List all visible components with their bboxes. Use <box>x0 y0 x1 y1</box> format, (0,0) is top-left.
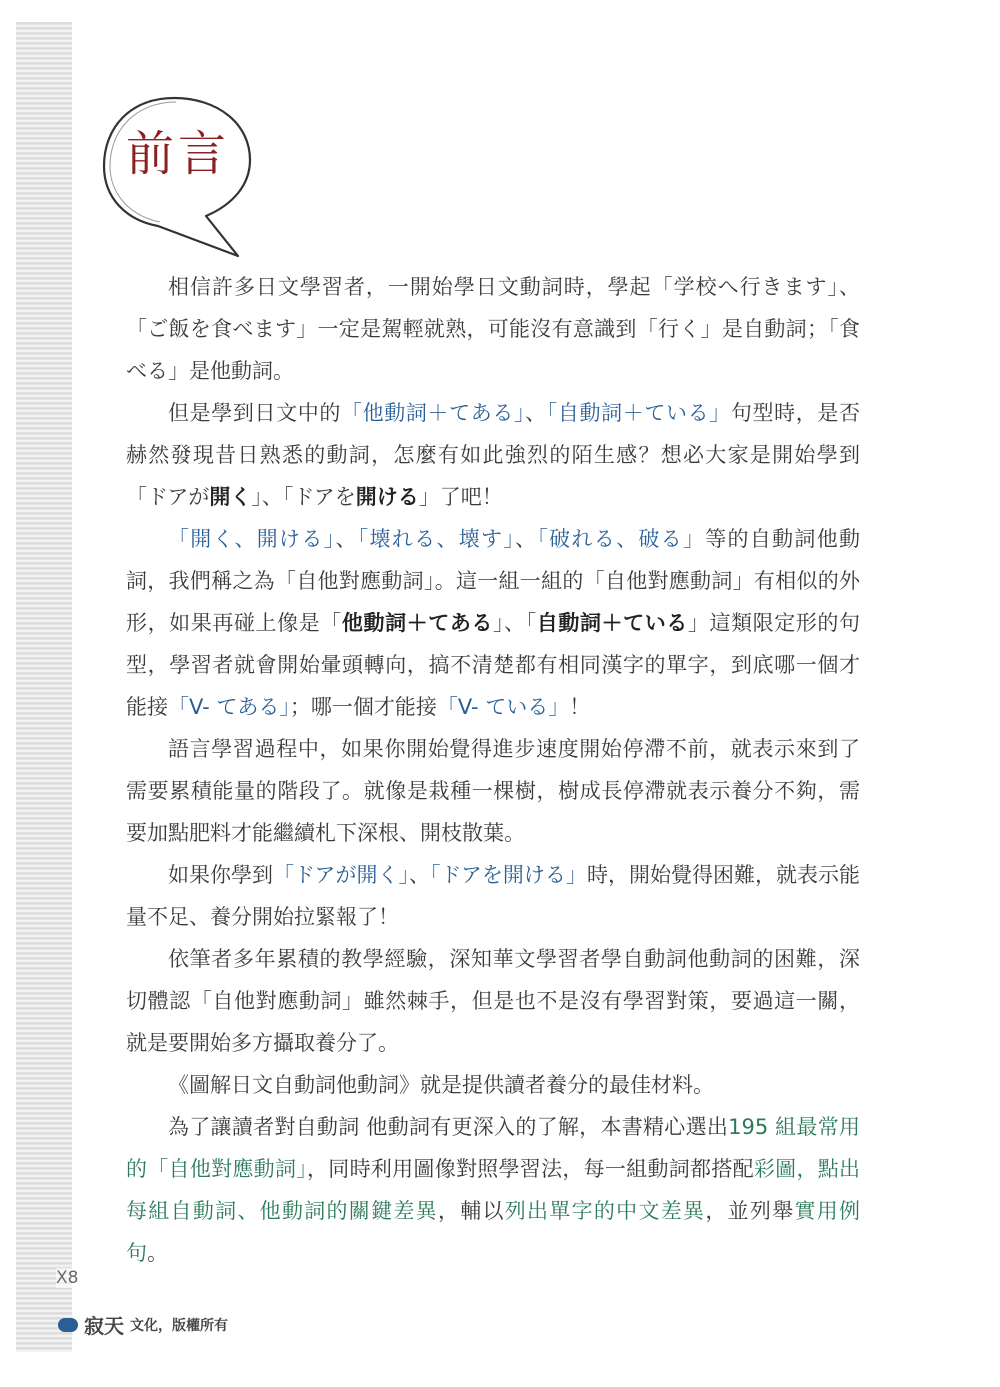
text-segment: ，同時利用圖像對照學習法，每一組動詞都搭配 <box>307 1157 754 1181</box>
paragraph <box>126 392 860 518</box>
text-segment: 、 <box>335 527 358 551</box>
highlighted-term: 實用例句 <box>126 1199 860 1265</box>
text-segment: 、 <box>408 863 430 887</box>
highlighted-term: 彩圖，點出每組自動詞、他動詞的關鍵差異 <box>126 1157 861 1223</box>
text-segment: 、 <box>515 527 538 551</box>
text-segment: 如果你學到 <box>168 863 274 887</box>
publisher-logo <box>58 1310 228 1339</box>
text-segment: 時，開始覺得困難，就表示能量不足、養分開始拉緊報了！ <box>126 863 861 929</box>
publisher-name: 寂天 <box>84 1314 124 1338</box>
text-segment: ；哪一個才能接 <box>289 695 437 719</box>
text-segment: 、 <box>525 401 547 425</box>
highlighted-term: 「自動詞＋ている」 <box>546 401 731 425</box>
paragraph <box>126 1064 860 1106</box>
highlighted-term: 「ドアを開ける」 <box>430 863 587 887</box>
text-segment: 。 <box>147 1241 168 1265</box>
text-segment: 語言學習過程中，如果你開始覺得進步速度開始停滯不前，就表示來到了需要累積能量的階段了。就像是栽種一棵樹，樹成長停滯就表示養分不夠，需要加點肥料才能繼續札下深根、開枝散葉。 <box>126 737 860 845</box>
bold-term: 開ける <box>355 485 419 509</box>
copyright-notice: 文化，版權所有 <box>130 1317 228 1334</box>
text-segment: 《圖解日文自動詞他動詞》就是提供讀者養分的最佳材料。 <box>168 1073 714 1097</box>
highlighted-term: 195 組最常用的「自他對應動詞」 <box>126 1115 860 1181</box>
paragraph <box>126 938 860 1064</box>
text-segment: 依筆者多年累積的教學經驗，深知華文學習者學自動詞他動詞的困難，深切體認「自他對應動詞」雖然棘手，但是也不是沒有學習對策，要過這一關，就是要開始多方攝取養分了。 <box>126 947 860 1055</box>
highlighted-term: 列出單字的中文差異 <box>504 1199 706 1223</box>
text-segment: ！ <box>569 695 591 719</box>
highlighted-term: 「開く、開ける」 <box>168 527 336 551</box>
text-segment: ，輔以 <box>437 1199 505 1223</box>
text-segment: 相信許多日文學習者，一開始學日文動詞時，學起「学校へ行きます」、「ご飯を食べます」一定是駕輕就熟，可能沒有意識到「行く」是自動詞；「食べる」是他動詞。 <box>126 275 860 383</box>
preface-body <box>126 266 860 1274</box>
text-segment: 」、「 <box>493 611 537 635</box>
highlighted-term: 「V- ている」 <box>436 695 570 719</box>
paragraph <box>126 1106 860 1274</box>
text-segment: 」了吧！ <box>418 485 503 509</box>
text-segment: 」、「ドアを <box>251 485 356 509</box>
paragraph <box>126 518 860 728</box>
bold-term: 他動詞＋てある <box>341 611 494 635</box>
bold-term: 自動詞＋ている <box>536 611 688 635</box>
highlighted-term: 「破れる、破る」 <box>537 527 706 551</box>
paragraph <box>126 728 860 854</box>
highlighted-term: 「壊れる、壊す」 <box>357 527 516 551</box>
text-segment: 等的自動詞他動詞，我們稱之為「自他對應動詞」。這一組一組的「自他對應動詞」有相似的外形，如果再碰上像是「 <box>126 527 861 635</box>
paragraph <box>126 854 860 938</box>
text-segment: 句型時，是否赫然發現昔日熟悉的動詞，怎麼有如此強烈的陌生感？想必大家是開始學到「ドアが <box>126 401 860 509</box>
highlighted-term: 「V- てある」 <box>168 695 290 719</box>
text-segment: ，並列舉 <box>705 1199 795 1223</box>
paragraph <box>126 266 860 392</box>
side-texture-strip <box>16 22 72 1352</box>
page-title: 前言 <box>126 126 231 182</box>
text-segment: 但是學到日文中的 <box>168 401 341 425</box>
bold-term: 開く <box>209 485 252 509</box>
publisher-mark-icon <box>58 1318 78 1332</box>
highlighted-term: 「ドアが開く」 <box>273 863 409 887</box>
page-number: X8 <box>56 1268 79 1288</box>
highlighted-term: 「他動詞＋てある」 <box>341 401 526 425</box>
text-segment: 為了讓讀者對自動詞 他動詞有更深入的了解，本書精心選出 <box>168 1115 729 1139</box>
text-segment: 」這類限定形的句型，學習者就會開始暈頭轉向，搞不清楚都有相同漢字的單字，到底哪一個才能接 <box>126 611 861 719</box>
